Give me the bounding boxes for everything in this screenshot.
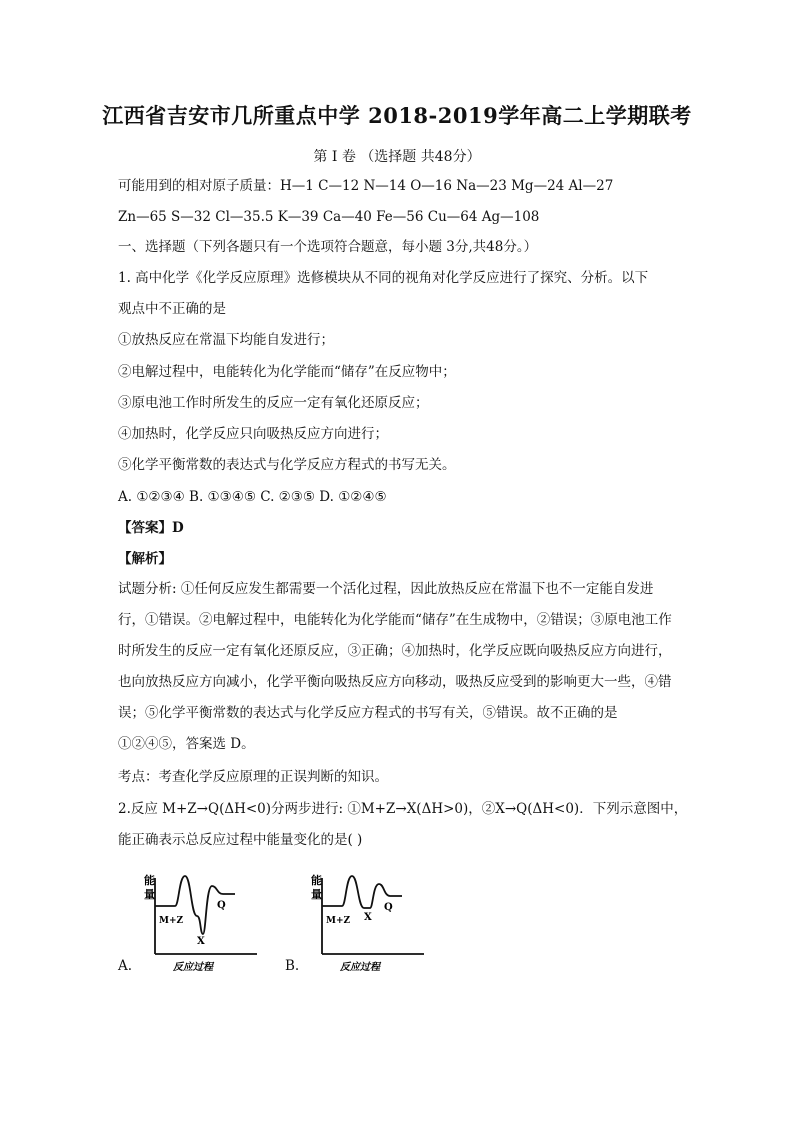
q2-stem-line-2: 能正确表示总反应过程中能量变化的是( ) <box>118 832 363 848</box>
q2-option-a-label[interactable]: A. <box>118 958 133 974</box>
q1-statement-2: ②电解过程中，电能转化为化学能而“储存”在反应物中； <box>118 364 456 380</box>
label-q: Q <box>384 902 393 913</box>
q1-analysis-text: 试题分析: ①任何反应发生都需要一个活化过程，因此放热反应在常温下也不一定能自发进行，①错误。②电解过程中，电能转化为化学能而“储存”在生成物中，②错误；③原电池工作时所发生的反应一定有氧化还原反应，③正确；④加热时，化学反应既向吸热反应方向进行，也向放热反应方向减小，化学平衡向吸热反应方向移动，吸热反应受到的影响更大一些，④错误；⑤化学平衡常数的表达式与化学反应方程式的书写有关，⑤错误。故不正确的是①②④⑤，答案选 D。 <box>118 581 672 752</box>
q1-statement-1: ①放热反应在常温下均能自发进行； <box>118 332 334 348</box>
y-label-2: 量 <box>311 888 322 901</box>
label-mz: M+Z <box>159 916 184 926</box>
page-title: 江西省吉安市几所重点中学 2018-2019学年高二上学期联考 <box>102 103 692 128</box>
q2-option-b-label[interactable]: B. <box>285 958 300 974</box>
q1-kaodian: 考点：考查化学反应原理的正误判断的知识。 <box>118 769 388 785</box>
q2-diagram-b[interactable] <box>302 868 442 978</box>
label-x: X <box>197 936 205 947</box>
q1-options: A. ①②③④ B. ①③④⑤ C. ②③⑤ D. ①②④⑤ <box>118 489 387 505</box>
y-label-2: 量 <box>144 888 155 901</box>
q1-statement-3: ③原电池工作时所发生的反应一定有氧化还原反应； <box>118 395 429 411</box>
q1-statement-4: ④加热时，化学反应只向吸热反应方向进行； <box>118 426 388 442</box>
label-x: X <box>364 912 372 923</box>
q1-answer: 【答案】D <box>118 520 184 536</box>
x-label: 反应过程 <box>173 962 213 973</box>
q1-analysis-label: 【解析】 <box>118 551 172 567</box>
y-label-1: 能 <box>144 874 155 887</box>
section-heading: 一、选择题（下列各题只有一个选项符合题意，每小题 3分,共48分。） <box>118 239 538 255</box>
q2-diagram-a[interactable] <box>135 868 275 978</box>
q1-stem-line-2: 观点中不正确的是 <box>118 301 226 317</box>
q2-stem-line-1: 2.反应 M+Z→Q(ΔH<0)分两步进行: ①M+Z→X(ΔH>0)，②X→Q(ΔH<0)．下列示意图中， <box>118 801 688 817</box>
q1-stem-line-1: 1. 高中化学《化学反应原理》选修模块从不同的视角对化学反应进行了探究、分析。以下 <box>118 270 649 286</box>
page-subtitle: 第 I 卷 （选择题 共48分） <box>313 149 481 165</box>
y-label-1: 能 <box>311 874 322 887</box>
atomic-mass-line-2: Zn—65 S—32 Cl—35.5 K—39 Ca—40 Fe—56 Cu—64 Ag—108 <box>118 209 540 225</box>
atomic-mass-line-1: 可能用到的相对原子质量：H—1 C—12 N—14 O—16 Na—23 Mg—24 Al—27 <box>118 178 614 194</box>
label-q: Q <box>217 900 226 911</box>
label-mz: M+Z <box>326 916 351 926</box>
x-label: 反应过程 <box>340 962 380 973</box>
q1-statement-5: ⑤化学平衡常数的表达式与化学反应方程式的书写无关。 <box>118 457 456 473</box>
